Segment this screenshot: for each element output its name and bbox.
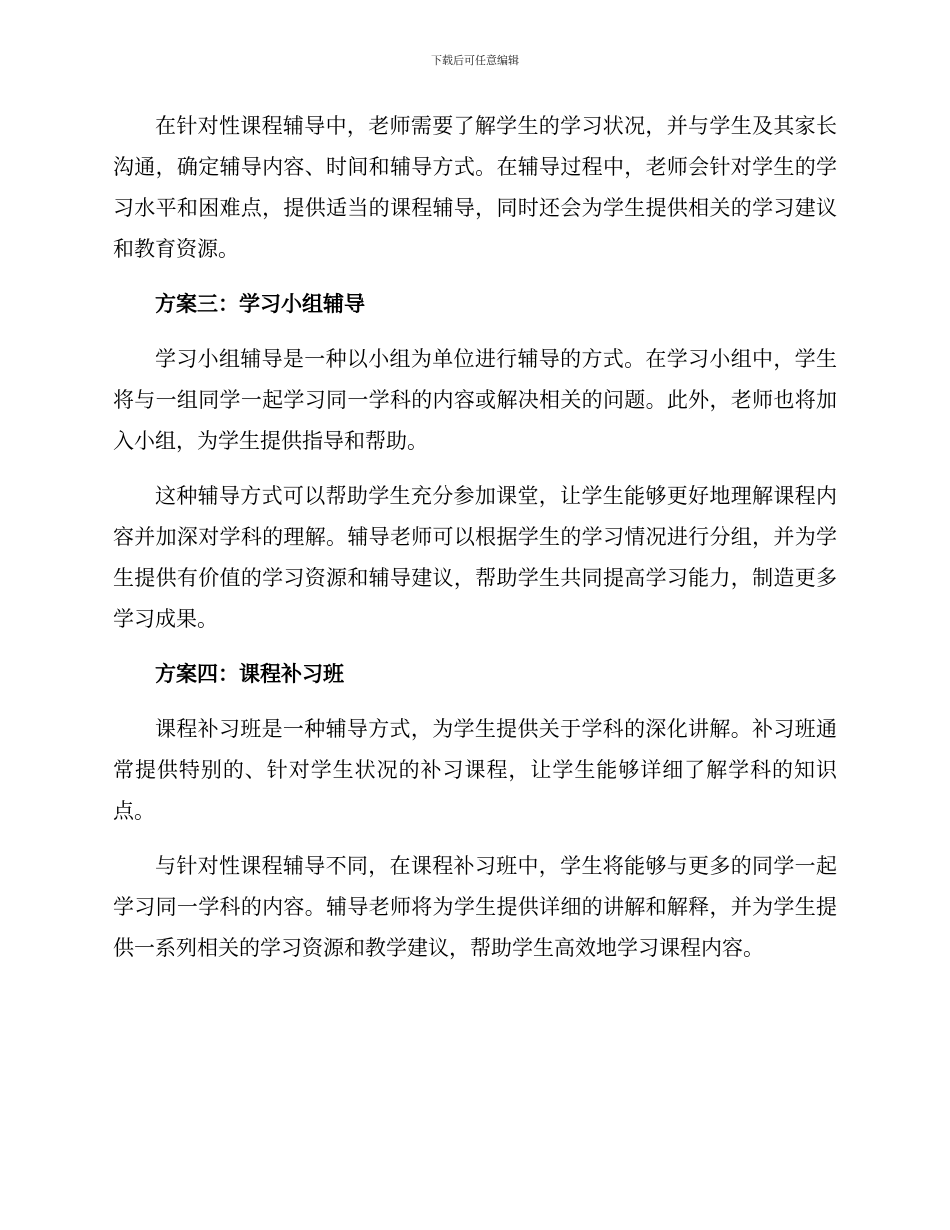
- paragraph-study-group-intro: 学习小组辅导是一种以小组为单位进行辅导的方式。在学习小组中，学生将与一组同学一起学习同一学科的内容或解决相关的问题。此外，老师也将加入小组，为学生提供指导和帮助。: [113, 347, 837, 453]
- page-header: 下载后可任意编辑: [431, 54, 519, 67]
- paragraph-cram-class-intro: 课程补习班是一种辅导方式，为学生提供关于学科的深化讲解。补习班通常提供特别的、针对学生状况的补习课程，让学生能够详细了解学科的知识点。: [113, 717, 837, 823]
- section-heading-plan-three: 方案三：学习小组辅导: [155, 292, 365, 316]
- document-body: [113, 106, 837, 969]
- section-heading-plan-four: 方案四：课程补习班: [155, 662, 344, 686]
- paragraph-study-group-benefits: 这种辅导方式可以帮助学生充分参加课堂，让学生能够更好地理解课程内容并加深对学科的理解。辅导老师可以根据学生的学习情况进行分组，并为学生提供有价值的学习资源和辅导建议，帮助学生共同提高学习能力，制造更多学习成果。: [113, 484, 837, 631]
- paragraph-targeted-tutoring: 在针对性课程辅导中，老师需要了解学生的学习状况，并与学生及其家长沟通，确定辅导内容、时间和辅导方式。在辅导过程中，老师会针对学生的学习水平和困难点，提供适当的课程辅导，同时还会为学生提供相关的学习建议和教育资源。: [113, 114, 837, 261]
- paragraph-cram-class-comparison: 与针对性课程辅导不同，在课程补习班中，学生将能够与更多的同学一起学习同一学科的内容。辅导老师将为学生提供详细的讲解和解释，并为学生提供一系列相关的学习资源和教学建议，帮助学生高效地学习课程内容。: [113, 854, 837, 960]
